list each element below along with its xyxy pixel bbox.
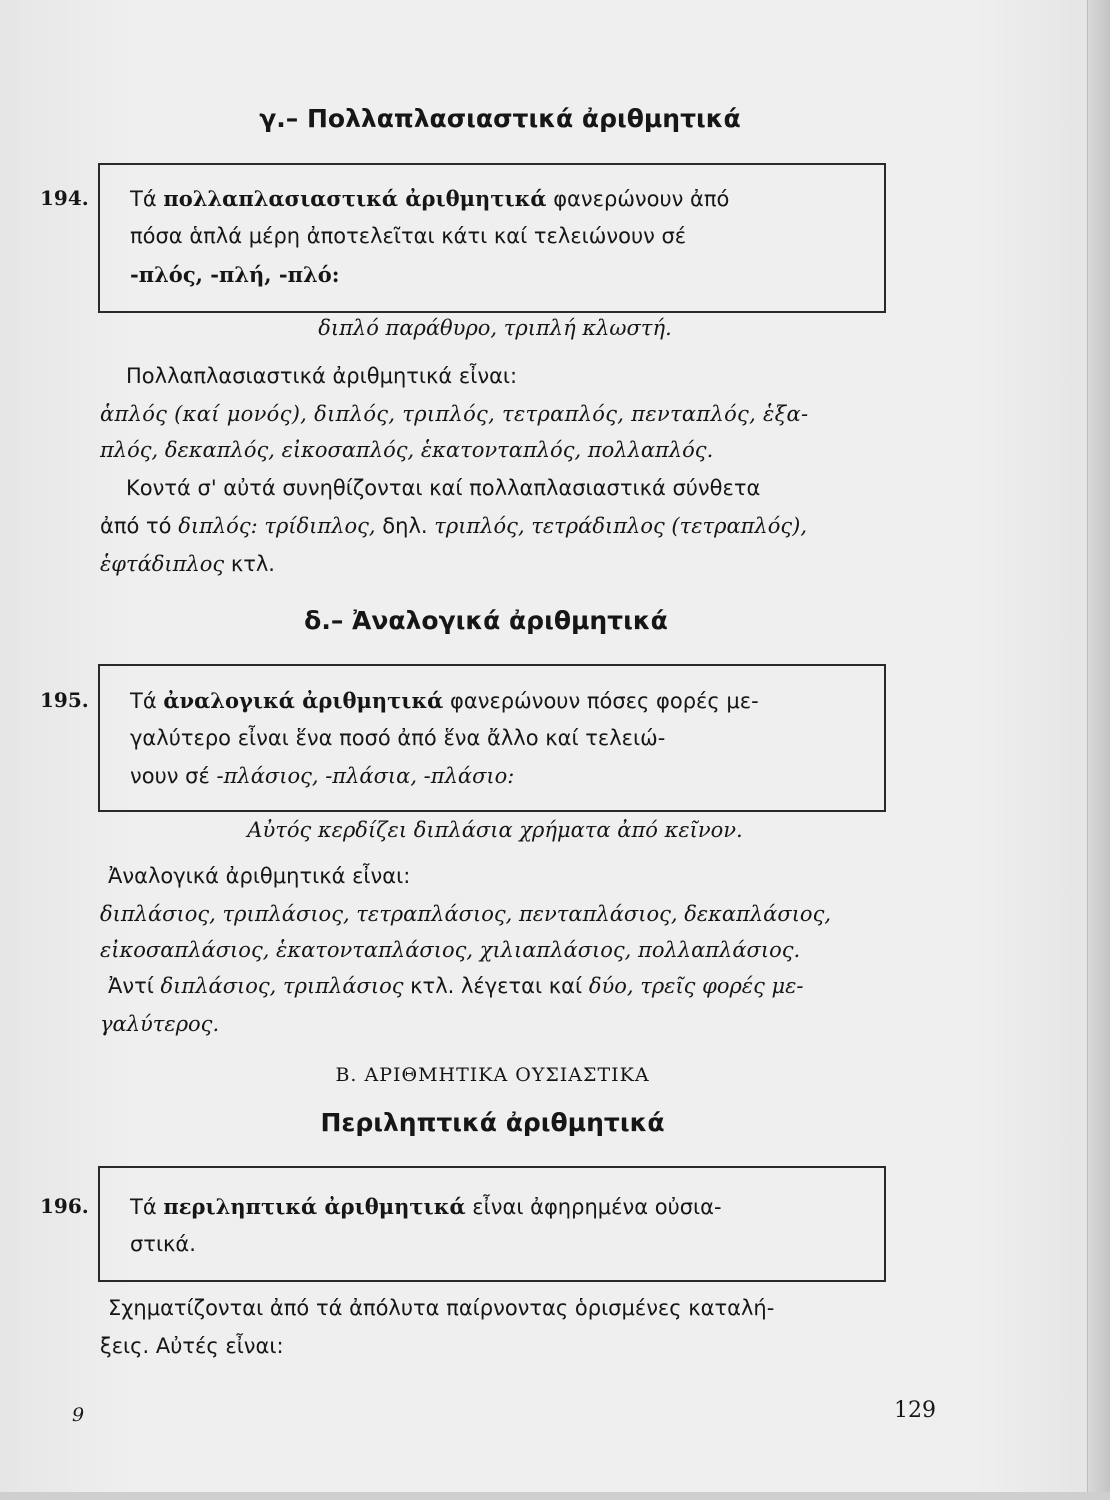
- rule-195-line-2: γαλύτερο εἶναι ἕνα ποσό ἀπό ἕνα ἄλλο καί τελειώ-: [130, 726, 666, 750]
- compound-line-1: Κοντά σ' αὐτά συνηθίζονται καί πολλαπλασιαστικά σύνθετα: [126, 476, 761, 500]
- page-number: 129: [894, 1398, 936, 1423]
- analogical-list-intro: Ἀναλογικά ἀριθμητικά εἶναι:: [108, 864, 411, 888]
- signature-mark: 9: [72, 1404, 85, 1426]
- rule-194-line-1: Τά πολλαπλασιαστικά ἀριθμητικά φανερώνουν ἀπό: [130, 186, 730, 211]
- rule-196-number: 196.: [40, 1194, 89, 1218]
- alternative-line-2: γαλύτερος.: [100, 1012, 220, 1036]
- multiplicative-list-intro: Πολλαπλασιαστικά ἀριθμητικά εἶναι:: [126, 364, 518, 388]
- analogical-list-line-1: διπλάσιος, τριπλάσιος, τετραπλάσιος, πενταπλάσιος, δεκαπλάσιος,: [100, 902, 832, 926]
- rule-195-line-3: νουν σέ -πλάσιος, -πλάσια, -πλάσιο:: [130, 764, 515, 788]
- analogical-list-line-2: εἰκοσαπλάσιος, ἑκατονταπλάσιος, χιλιαπλάσιος, πολλαπλάσιος.: [100, 938, 801, 962]
- rule-194-suffixes: -πλός, -πλή, -πλό:: [130, 262, 340, 287]
- multiplicative-list-line-1: ἁπλός (καί μονός), διπλός, τριπλός, τετραπλός, πενταπλός, ἑξα-: [100, 402, 809, 426]
- rule-196-line-1: Τά περιληπτικά ἀριθμητικά εἶναι ἀφηρημένα οὐσια-: [130, 1194, 722, 1219]
- rule-194-number: 194.: [40, 186, 89, 210]
- rule-195-line-1: Τά ἀναλογικά ἀριθμητικά φανερώνουν πόσες φορές με-: [130, 688, 759, 713]
- compound-line-3: ἑφτάδιπλος κτλ.: [100, 552, 275, 576]
- rule-195-number: 195.: [40, 688, 89, 712]
- rule-196-box: [98, 1166, 886, 1282]
- page-bottom-edge: [0, 1492, 1110, 1500]
- collective-text-line-1: Σχηματίζονται ἀπό τά ἀπόλυτα παίρνοντας ὁρισμένες καταλή-: [108, 1296, 775, 1320]
- section-b-title: Περιληπτικά ἀριθμητικά: [320, 1108, 665, 1137]
- example-194: διπλό παράθυρο, τριπλή κλωστή.: [318, 316, 672, 340]
- section-delta-title: δ.– Ἀναλογικά ἀριθμητικά: [304, 606, 668, 635]
- rule-194-line-2: πόσα ἁπλά μέρη ἀποτελεῖται κάτι καί τελειώνουν σέ: [130, 224, 687, 248]
- collective-text-line-2: ξεις. Αὐτές εἶναι:: [100, 1334, 284, 1358]
- page-edge-shadow: [1087, 0, 1110, 1500]
- section-b-subtitle: Β. ΑΡΙΘΜΗΤΙΚΑ ΟΥΣΙΑΣΤΙΚΑ: [335, 1064, 650, 1086]
- compound-line-2: ἀπό τό διπλός: τρίδιπλος, δηλ. τριπλός, τετράδιπλος (τετραπλός),: [100, 514, 808, 538]
- example-195: Αὐτός κερδίζει διπλάσια χρήματα ἀπό κεῖνον.: [247, 818, 743, 842]
- multiplicative-list-line-2: πλός, δεκαπλός, εἰκοσαπλός, ἑκατονταπλός, πολλαπλός.: [100, 438, 714, 462]
- rule-196-line-2: στικά.: [130, 1232, 196, 1256]
- section-gamma-title: γ.– Πολλαπλασιαστικά ἀριθμητικά: [259, 104, 741, 133]
- alternative-line-1: Ἀντί διπλάσιος, τριπλάσιος κτλ. λέγεται καί δύο, τρεῖς φορές με-: [108, 974, 804, 998]
